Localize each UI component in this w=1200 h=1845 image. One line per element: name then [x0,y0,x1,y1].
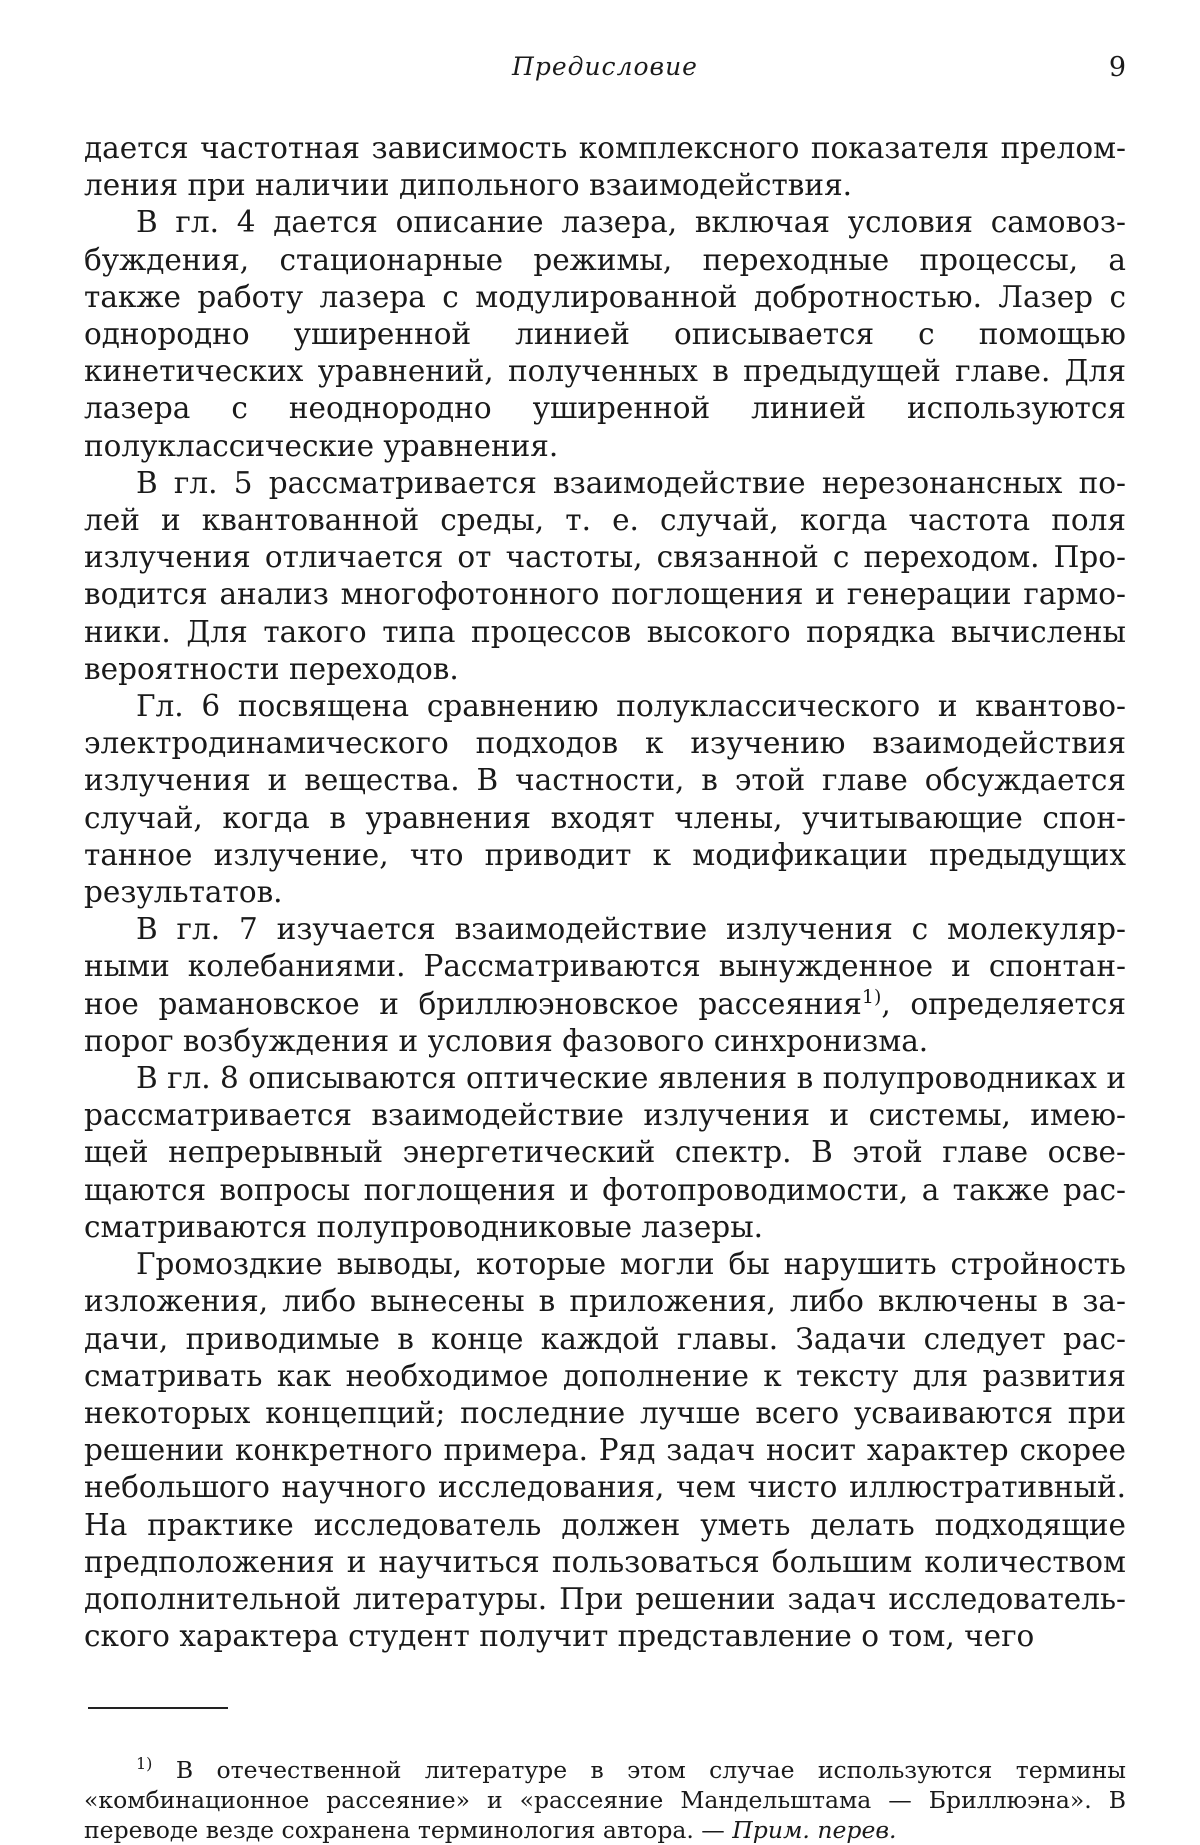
paragraph-7: Громоздкие выводы, которые могли бы нарушить стройность изложения, либо вынесены в приложения, либо включены в задачи, приводимые в конце каждой главы. Задачи следует рассматривать как необходимое дополнение к тексту для развития некоторых концепций; последние лучше всего усваиваются при решении конкретного примера. Ряд задач носит характер скорее небольшого научного исследования, чем чисто иллюстративный. На практике исследователь должен уметь делать подходящие предположения и научиться пользоваться большим количеством дополнительной литературы. При решении задач исследовательского характера студент получит представление о том, чего [84,1247,1126,1654]
paragraph-5-text-b: , определяется порог возбуждения и условия фазового синхронизма. [84,986,1126,1058]
paragraph-5 [84,911,1126,1060]
paragraph-6: В гл. 8 описываются оптические явления в полупроводниках и рассматривается взаимодействие излучения и системы, имеющей непрерывный энергетический спектр. В этой главе освещаются вопросы поглощения и фотопроводимости, а также рассматриваются полупроводниковые лазеры. [84,1061,1126,1244]
running-title: Предисловие [512,52,698,81]
book-page [84,52,1126,1845]
page-number: 9 [1108,52,1126,83]
footnote-mark: 1) [136,1754,153,1774]
page-header [84,52,1126,92]
footnote-reference: 1) [861,985,882,1008]
paragraph-3: В гл. 5 рассматривается взаимодействие нерезонансных полей и квантованной среды, т. е. случай, когда частота поля излучения отличается от частоты, связанной с переходом. Проводится анализ многофотонного поглощения и генерации гармоники. Для такого типа процессов высокого порядка вычислены вероятности переходов. [84,465,1126,686]
footnote [84,1755,1126,1845]
footnote-attribution: Прим. перев. [732,1816,897,1845]
paragraph-4: Гл. 6 посвящена сравнению полуклассического и квантовоэлектродинамического подходов к изучению взаимодействия излучения и вещества. В частности, в этой главе обсуждается случай, когда в уравнения входят члены, учитывающие спонтанное излучение, что приводит к модификации предыдущих результатов. [84,689,1126,910]
footnote-paragraph [84,1755,1126,1845]
footnote-text: В отечественной литературе в этом случае используются термины «комбинационное рассеяние» и «рассеяние Мандельштама — Бриллюэна». В переводе везде сохранена терминология автора. — [84,1756,1126,1845]
paragraph-1: дается частотная зависимость комплексного показателя преломления при наличии дипольного взаимодействия. [84,131,1126,203]
paragraph-2: В гл. 4 дается описание лазера, включая условия самовозбуждения, стационарные режимы, переходные процессы, а также работу лазера с модулированной добротностью. Лазер с однородно уширенной линией описывается с помощью кинетических уравнений, полученных в предыдущей главе. Для лазера с неоднородно уширенной линией используются полуклассические уравнения. [84,205,1126,463]
main-text [84,130,1126,1655]
paragraph-5-text-a: В гл. 7 изучается взаимодействие излучения с молекулярными колебаниями. Рассматриваются вынужденное и спонтанное рамановское и бриллюэновское рассеяния [84,912,1126,1021]
footnote-divider [88,1707,228,1709]
